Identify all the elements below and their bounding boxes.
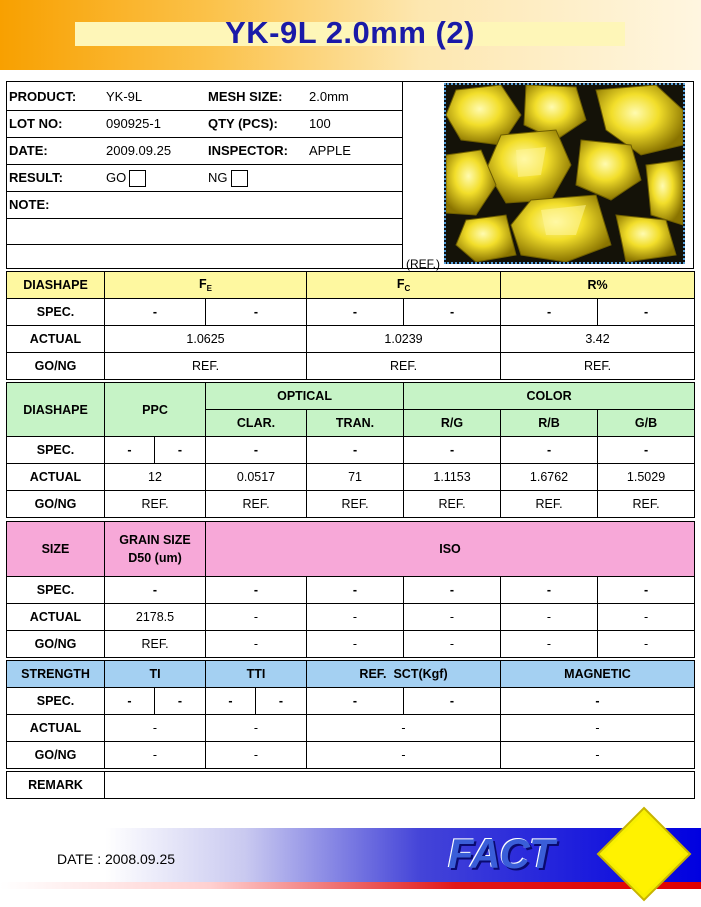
info-row-date [7, 138, 402, 165]
info-row-product [7, 84, 402, 111]
photo-ref-caption: (REF.) [406, 257, 440, 271]
note-label: NOTE: [9, 197, 50, 212]
table-remark [6, 771, 695, 799]
go-checkbox[interactable] [129, 170, 146, 187]
lot-label: LOT NO: [9, 116, 63, 131]
table-row: SPEC. - - - - - - - [7, 688, 695, 715]
inspector-label: INSPECTOR: [208, 143, 288, 158]
go-label: GO [106, 170, 127, 185]
table-diashape-2: DIASHAPE PPC OPTICAL COLOR CLAR. TRAN. R/G R/B G/B SPEC. - - - - - - - ACTUAL 12 0.0517 71 1.1153 1.6762 1.5029 GO/NG REF. REF. REF. REF. REF. REF. [6, 382, 695, 518]
info-row-note [7, 192, 402, 219]
magnetic-header: MAGNETIC [501, 661, 695, 688]
remark-field[interactable] [105, 772, 695, 799]
sct-header: REF. SCT(Kgf) [307, 661, 501, 688]
tti-header: TTI [206, 661, 307, 688]
footer-date: DATE : 2008.09.25 [57, 851, 176, 867]
table-row: GO/NG REF. REF. REF. [7, 353, 695, 380]
table-row: GO/NG - - - - [7, 742, 695, 769]
color-header: COLOR [404, 383, 695, 410]
mesh-label: MESH SIZE: [208, 89, 283, 104]
crystal-photo [444, 83, 685, 264]
table-size [6, 521, 695, 658]
table-row: SPEC. - - - - - - - [7, 437, 695, 464]
size-header: SIZE [7, 522, 105, 577]
table-strength [6, 660, 695, 769]
page-title: YK-9L 2.0mm (2) [225, 15, 475, 50]
table-diashape-1 [6, 271, 695, 380]
fe-header: $F_E$ [105, 272, 307, 299]
qty-value: 100 [309, 116, 331, 131]
info-row-lot [7, 111, 402, 138]
table-row: GO/NG REF. REF. REF. REF. REF. REF. [7, 491, 695, 518]
iso-header: ISO [206, 522, 695, 577]
qty-label: QTY (PCS): [208, 116, 278, 131]
date-label: DATE: [9, 143, 48, 158]
spec-label: SPEC. [7, 299, 105, 326]
table-row: SPEC. - - - - - - [7, 299, 695, 326]
ppc-header: PPC [105, 383, 206, 437]
ng-checkbox[interactable] [231, 170, 248, 187]
result-label: RESULT: [9, 170, 63, 185]
mesh-value: 2.0mm [309, 89, 349, 104]
r-percent-header: R% [501, 272, 695, 299]
lot-value: 090925-1 [106, 116, 161, 131]
strength-header: STRENGTH [7, 661, 105, 688]
inspector-value: APPLE [309, 143, 351, 158]
remark-label: REMARK [7, 772, 105, 799]
product-value: YK-9L [106, 89, 143, 104]
info-divider [402, 81, 403, 269]
fc-header: $F_C$ [307, 272, 501, 299]
fact-logo: FACT [448, 830, 554, 877]
optical-header: OPTICAL [206, 383, 404, 410]
note-line-1 [7, 218, 402, 245]
gong-label: GO/NG [7, 353, 105, 380]
table-row: ACTUAL 2178.5 - - - - - [7, 604, 695, 631]
date-value: 2009.09.25 [106, 143, 172, 158]
table-row: ACTUAL 12 0.0517 71 1.1153 1.6762 1.5029 [7, 464, 695, 491]
table-row: SPEC. - - - - - - [7, 577, 695, 604]
diashape-header: DIASHAPE [7, 272, 105, 299]
ng-label: NG [208, 170, 228, 185]
ti-header: TI [105, 661, 206, 688]
table-row: ACTUAL 1.0625 1.0239 3.42 [7, 326, 695, 353]
diashape-header-2: DIASHAPE [7, 383, 105, 437]
product-label: PRODUCT: [9, 89, 77, 104]
actual-label: ACTUAL [7, 326, 105, 353]
grain-size-header: GRAIN SIZE D50 (um) [105, 522, 206, 577]
diamond-icon [596, 806, 692, 907]
table-row: ACTUAL - - - - [7, 715, 695, 742]
table-row: GO/NG REF. - - - - - [7, 631, 695, 658]
info-row-result [7, 165, 402, 192]
